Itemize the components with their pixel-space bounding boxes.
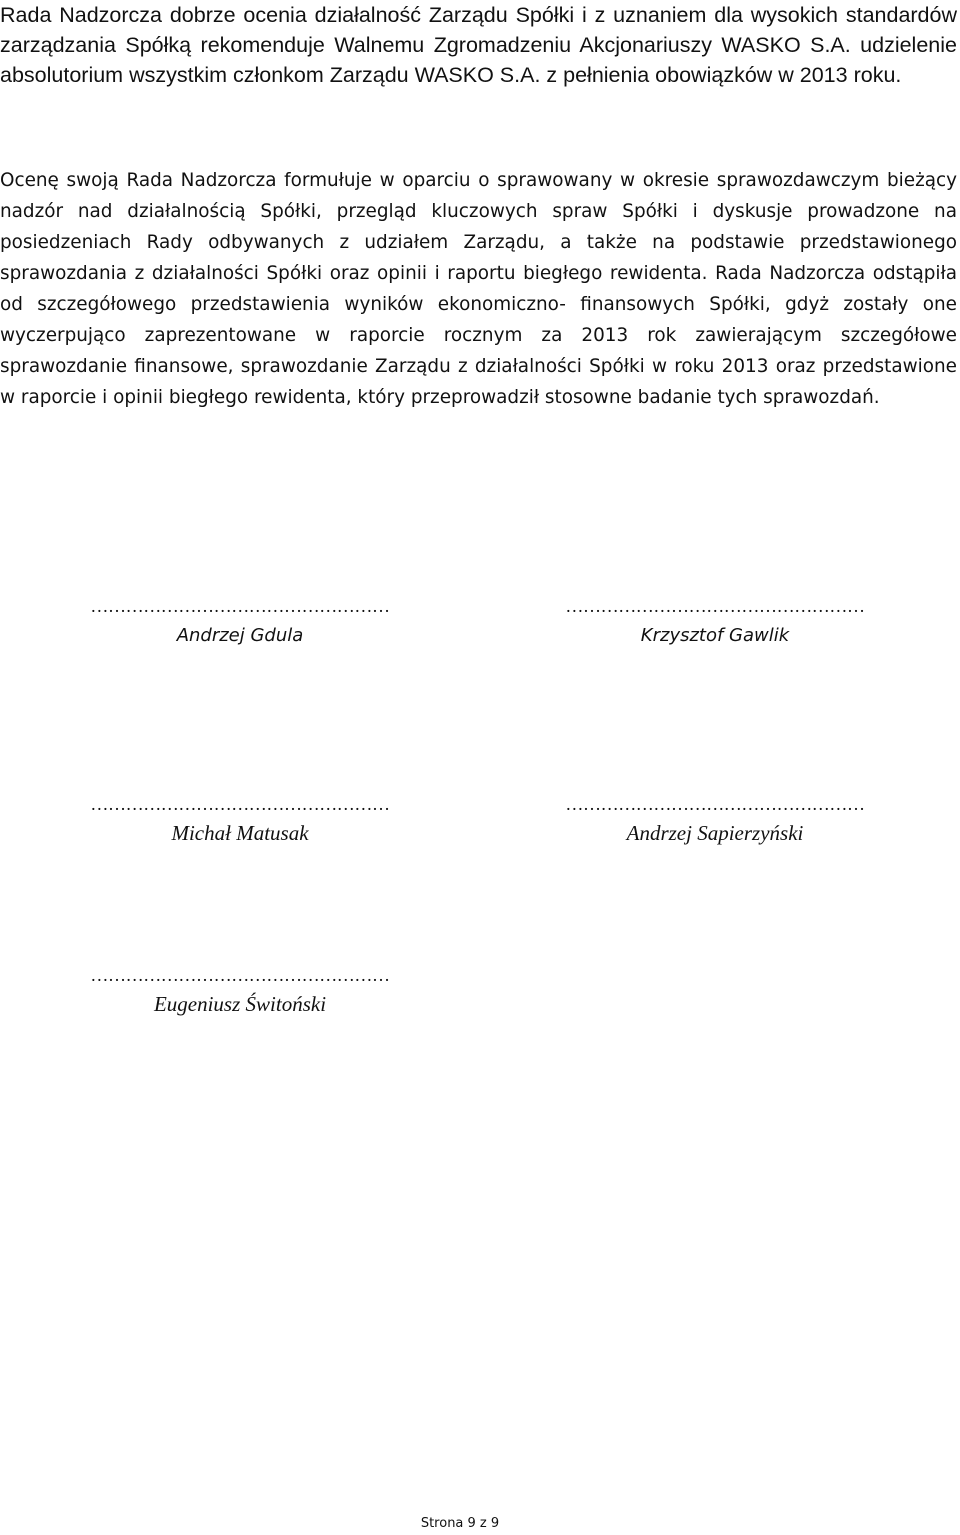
signature-line: …………………………………………… — [565, 794, 865, 814]
signature-line: …………………………………………… — [90, 596, 390, 616]
signature-line: …………………………………………… — [565, 596, 865, 616]
signature-block-switonski — [60, 964, 420, 1018]
signature-block-sapierzynski — [535, 793, 895, 847]
signatory-name: Krzysztof Gawlik — [640, 625, 790, 646]
signature-block-gawlik — [535, 595, 895, 649]
signatory-name: Andrzej Gdula — [176, 625, 304, 646]
page-number: Strona 9 z 9 — [420, 1516, 500, 1531]
signature-block-matusak — [60, 793, 420, 847]
signatory-name: Andrzej Sapierzyński — [626, 821, 804, 845]
paragraph-recommendation: Rada Nadzorcza dobrze ocenia działalność Zarządu Spółki i z uznaniem dla wysokich standardów zarządzania Spółką rekomenduje Walnemu Zgromadzeniu Akcjonariuszy WASKO S.A. udzielenie absolutorium wszystkim członkom Zarządu WASKO S.A. z pełnienia obowiązków w 2013 roku. — [0, 3, 957, 87]
signatory-name: Eugeniusz Świtoński — [153, 992, 327, 1016]
signature-block-gdula — [60, 595, 420, 649]
signature-line: …………………………………………… — [90, 794, 390, 814]
paragraph-assessment-basis: Ocenę swoją Rada Nadzorcza formułuje w oparciu o sprawowany w okresie sprawozdawczym bieżący nadzór nad działalnością Spółki, przegląd kluczowych spraw Spółki i dyskusje prowadzone na posiedzeniach Rady odbywanych z udziałem Zarządu, a także na podstawie przedstawionego sprawozdania z działalności Spółki oraz opinii i raportu biegłego rewidenta. Rada Nadzorcza odstąpiła od szczegółowego przedstawienia wyników ekonomiczno- finansowych Spółki, gdyż zostały one wyczerpująco zaprezentowane w raporcie rocznym za 2013 rok zawierającym szczegółowe sprawozdanie finansowe, sprawozdanie Zarządu z działalności Spółki w roku 2013 oraz przedstawione w raporcie i opinii biegłego rewidenta, który przeprowadził stosowne badanie tych sprawozdań. — [0, 170, 957, 408]
signatory-name: Michał Matusak — [171, 821, 309, 845]
signature-line: …………………………………………… — [90, 965, 390, 985]
